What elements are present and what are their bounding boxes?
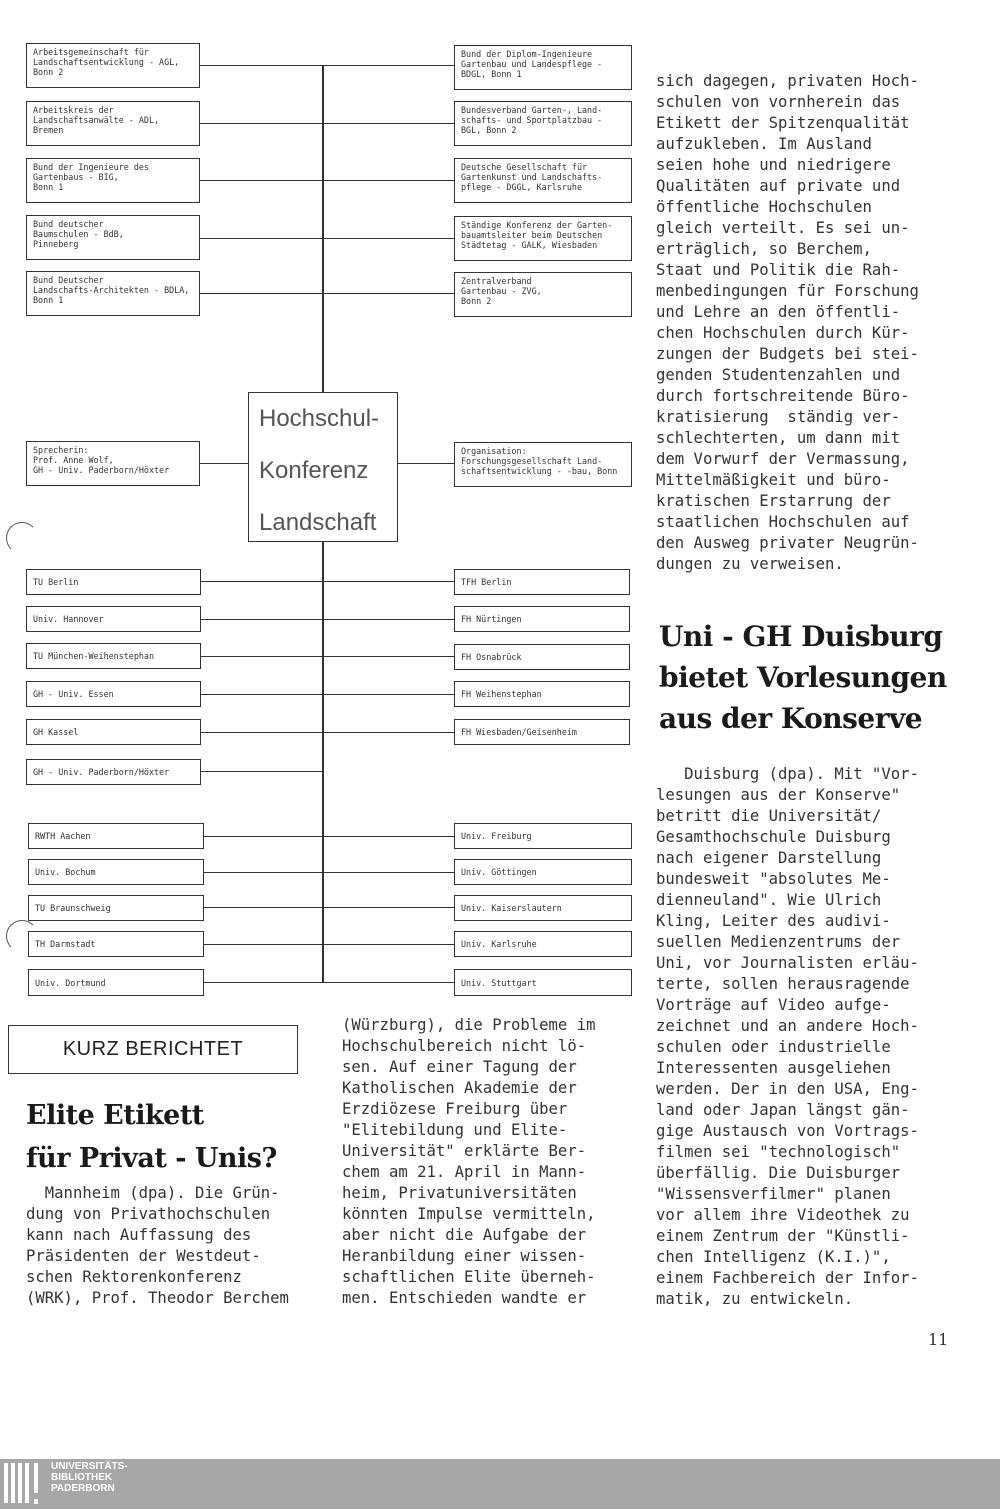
uni-box-left: TU München-Weihenstephan [26,643,201,669]
connector [203,982,455,983]
uni-box-right: FH Weihenstephan [454,681,630,707]
uni-box-left: Univ. Bochum [28,859,204,885]
connector [200,694,456,695]
org-box-bgl: Bundesverband Garten-, Land- schafts- und Sportplatzbau - BGL, Bonn 2 [454,101,632,146]
uni-box-right: TFH Berlin [454,569,630,595]
library-logo-icon [2,1463,42,1509]
elite-body: Mannheim (dpa). Die Grün- dung von Privathochschulen kann nach Auffassung des Präsidenten der Westdeut- schen Rektorenkonferenz (WRK), Prof. Theodor Berchem [26,1184,289,1307]
punch-hole-mark [6,522,38,554]
connector [200,581,456,582]
org-box-dggl: Deutsche Gesellschaft für Gartenkunst und Landschafts- pflege - DGGL, Karlsruhe [454,158,632,203]
org-box-bdb: Bund deutscher Baumschulen - BdB, Pinneberg [26,215,200,260]
middle-column-text: (Würzburg), die Probleme im Hochschulbereich nicht lö- sen. Auf einer Tagung der Katholischen Akademie der Erzdiözese Freiburg über "Elitebildung und Elite- Universität" erklärte Ber- chem am 21. April in Mann- heim, Privatuniversitäten könnten Impulse vermitteln, aber nicht die Aufgabe der Heranbildung einer wissen- schaftlichen Elite überneh- men. Entschieden wandte er [342,1016,596,1307]
uni-box-left: Univ. Hannover [26,606,201,632]
connector [203,872,455,873]
uni-box-left: TU Braunschweig [28,895,204,921]
center-node: Hochschul- Konferenz Landschaft [248,392,398,542]
connector [203,907,455,908]
org-box-bdla: Bund Deutscher Landschafts-Architekten - BDLA, Bonn 1 [26,271,200,316]
uni-box-left: RWTH Aachen [28,823,204,849]
uni-box-right: Univ. Kaiserslautern [454,895,632,921]
connector [203,836,455,837]
organisation-box: Organisation: Forschungsgesellschaft Land- schaftsentwicklung - -bau, Bonn [454,442,632,487]
duisburg-body: Duisburg (dpa). Mit "Vor- lesungen aus der Konserve" betritt die Universität/ Gesamthochschule Duisburg nach eigener Darstellung bundesweit "absolutes Me- dienneuland". Wie Ulrich Kling, Leiter des audivi- suellen Medienzentrums der Uni, vor Journalisten erläu- terte, sollen herausragende Vorträge auf Video aufge- zeichnet und an andere Hoch- schulen oder industrielle Interessenten ausgeliehen werden. Der in den USA, Eng- land oder Japan längst gän- gige Austausch von Vortrags- filmen sei "technologisch" überfällig. Die Duisburger "Wissensverfilmer" planen vor allem ihre Videothek zu einem Zentrum der "Künstli- chen Intelligenz (K.I.)", einem Fachbereich der Infor- matik, zu entwickeln. [656,765,919,1308]
org-box-galk: Ständige Konferenz der Garten- bauamtsleiter beim Deutschen Städtetag - GALK, Wiesbaden [454,216,632,261]
library-name: UNIVERSITÄTS- BIBLIOTHEK PADERBORN [51,1461,128,1494]
speaker-box: Sprecherin: Prof. Anne Wolf, GH - Univ. Paderborn/Höxter [26,441,200,486]
connector [396,463,456,464]
connector [200,656,456,657]
uni-box-right: Univ. Stuttgart [454,969,632,996]
uni-box-left: GH Kassel [26,719,201,745]
library-footer [0,1459,1000,1509]
connector [200,293,455,294]
uni-box-left: Univ. Dortmund [28,969,204,996]
org-box-agl: Arbeitsgemeinschaft für Landschaftsentwicklung - AGL, Bonn 2 [26,43,200,88]
uni-box-right: FH Nürtingen [454,606,630,632]
page-number: 11 [928,1330,949,1349]
uni-box-right: FH Wiesbaden/Geisenheim [454,719,630,745]
connector [200,771,324,772]
connector [200,123,455,124]
kurz-berichtet-box: KURZ BERICHTET [8,1025,298,1074]
uni-box-right: FH Osnabrück [454,644,630,670]
article-continuation-text: sich dagegen, privaten Hoch- schulen von vornherein das Etikett der Spitzenqualität aufzukleben. Im Ausland seien hohe und niedrigere Qualitäten auf private und öffentliche Hochschulen gleich verteilt. Es sei un- erträglich, so Berchem, Staat und Politik die Rah- menbedingungen für Forschung und Lehre an den öffentli- chen Hochschulen durch Kür- zungen der Budgets bei stei- genden Studentenzahlen und durch fortschreitende Büro- kratisierung ständig ver- schlechterten, um dann mit dem Vorwurf der Vermassung, Mittelmäßigkeit und büro- kratischen Erstarrung der staatlichen Hochschulen auf den Ausweg privater Neugrün- dungen zu verweisen. [656,72,919,573]
connector [200,463,250,464]
uni-box-right: Univ. Karlsruhe [454,931,632,957]
uni-box-left: GH - Univ. Essen [26,681,201,707]
uni-box-left: GH - Univ. Paderborn/Höxter [26,759,201,785]
org-box-big: Bund der Ingenieure des Gartenbaus - BIG, Bonn 1 [26,158,200,203]
org-box-zvg: Zentralverband Gartenbau - ZVG, Bonn 2 [454,272,632,317]
org-box-adl: Arbeitskreis der Landschaftsanwälte - ADL, Bremen [26,101,200,146]
connector [200,732,456,733]
uni-box-right: Univ. Freiburg [454,823,632,849]
connector [203,944,455,945]
uni-box-left: TU Berlin [26,569,201,595]
connector [200,619,456,620]
uni-box-left: TH Darmstadt [28,931,204,957]
connector [200,180,455,181]
punch-hole-mark [6,920,38,952]
org-box-bdgl: Bund der Diplom-Ingenieure Gartenbau und Landespflege - BDGL, Bonn 1 [454,45,632,90]
elite-headline: Elite Etikett für Privat - Unis? [26,1100,277,1174]
uni-box-right: Univ. Göttingen [454,859,632,885]
duisburg-headline: Uni - GH Duisburg bietet Vorlesungen aus der Konserve [659,620,947,735]
connector [200,65,455,66]
connector [200,238,455,239]
